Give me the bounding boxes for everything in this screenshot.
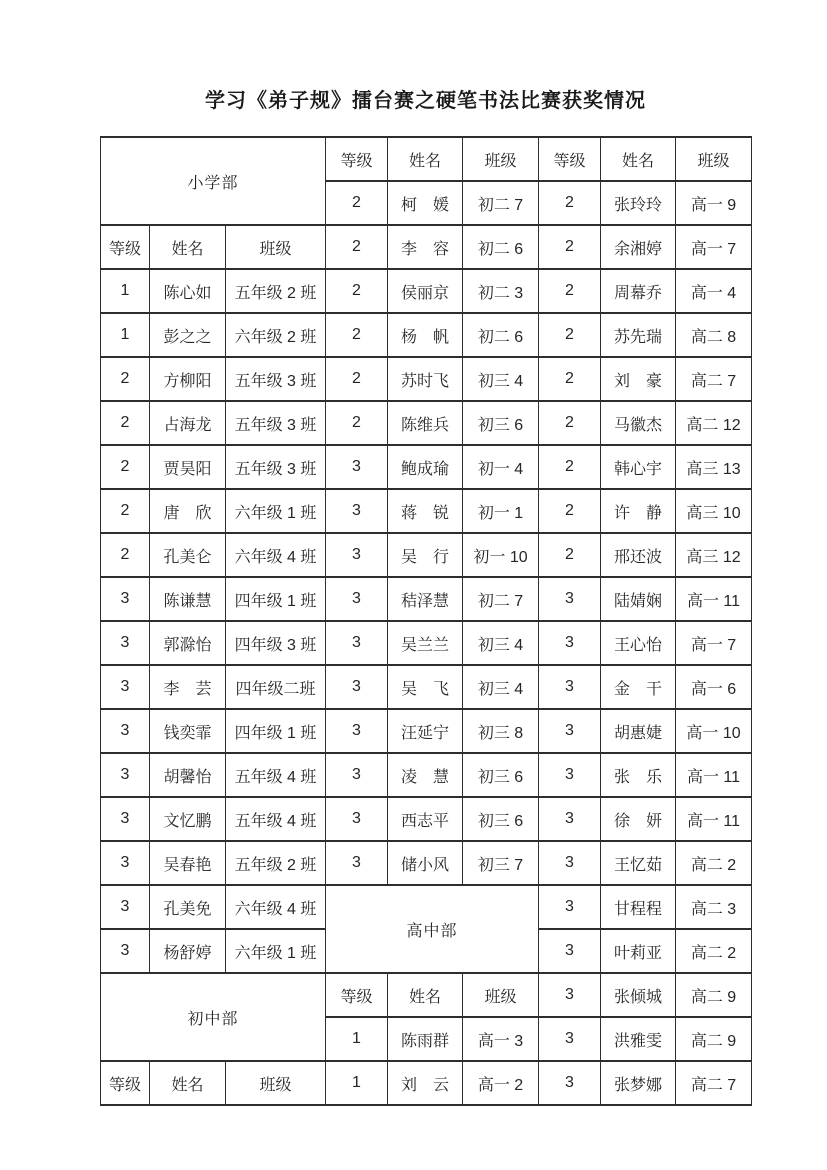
rank-cell: 2 — [539, 225, 601, 269]
rank-cell: 2 — [539, 313, 601, 357]
class-cell: 四年级 3 班 — [226, 621, 326, 665]
class-cell: 六年级 2 班 — [226, 313, 326, 357]
student-name-cell: 张倾城 — [601, 973, 676, 1017]
class-cell: 四年级 1 班 — [226, 577, 326, 621]
student-name-cell: 凌 慧 — [388, 753, 463, 797]
student-name-cell: 李 容 — [388, 225, 463, 269]
rank-cell: 3 — [101, 753, 150, 797]
student-name-cell: 余湘婷 — [601, 225, 676, 269]
class-cell: 高二 9 — [676, 973, 752, 1017]
student-name-cell: 刘 豪 — [601, 357, 676, 401]
rank-cell: 2 — [326, 401, 388, 445]
table-row — [101, 445, 752, 489]
class-cell: 高三 13 — [676, 445, 752, 489]
class-cell: 初三 6 — [463, 401, 539, 445]
class-cell: 六年级 4 班 — [226, 885, 326, 929]
rank-cell: 3 — [539, 753, 601, 797]
class-cell: 初二 6 — [463, 313, 539, 357]
class-cell: 五年级 3 班 — [226, 357, 326, 401]
table-row — [101, 225, 752, 269]
student-name-cell: 金 干 — [601, 665, 676, 709]
class-cell: 五年级 4 班 — [226, 797, 326, 841]
class-cell: 初三 4 — [463, 665, 539, 709]
class-cell: 六年级 1 班 — [226, 929, 326, 973]
student-name-cell: 吴春艳 — [150, 841, 226, 885]
rank-cell: 3 — [326, 797, 388, 841]
rank-cell: 3 — [539, 797, 601, 841]
table-row — [101, 973, 752, 1017]
rank-cell: 1 — [101, 313, 150, 357]
class-cell: 高二 3 — [676, 885, 752, 929]
class-cell: 高一 7 — [676, 225, 752, 269]
student-name-cell: 邢还波 — [601, 533, 676, 577]
student-name-cell: 吴兰兰 — [388, 621, 463, 665]
table-row — [101, 533, 752, 577]
rank-cell: 3 — [539, 929, 601, 973]
column-header-cell: 班级 — [226, 1061, 326, 1105]
rank-cell: 2 — [539, 401, 601, 445]
rank-cell: 3 — [101, 885, 150, 929]
class-cell: 高三 12 — [676, 533, 752, 577]
rank-cell: 3 — [539, 1061, 601, 1105]
rank-cell: 3 — [539, 621, 601, 665]
table-row — [101, 313, 752, 357]
page-title: 学习《弟子规》擂台赛之硬笔书法比赛获奖情况 — [205, 90, 646, 112]
rank-cell: 2 — [326, 181, 388, 225]
column-header-cell: 等级 — [101, 225, 150, 269]
student-name-cell: 杨 帆 — [388, 313, 463, 357]
table-row — [101, 489, 752, 533]
class-cell: 高二 2 — [676, 929, 752, 973]
class-cell: 高二 7 — [676, 357, 752, 401]
class-cell: 高一 7 — [676, 621, 752, 665]
rank-cell: 2 — [326, 313, 388, 357]
rank-cell: 3 — [326, 621, 388, 665]
student-name-cell: 占海龙 — [150, 401, 226, 445]
rank-cell: 3 — [326, 753, 388, 797]
class-cell: 初二 7 — [463, 577, 539, 621]
student-name-cell: 贾昊阳 — [150, 445, 226, 489]
table-row — [101, 357, 752, 401]
class-cell: 四年级二班 — [226, 665, 326, 709]
rank-cell: 3 — [539, 665, 601, 709]
student-name-cell: 陆婧娴 — [601, 577, 676, 621]
class-cell: 初三 8 — [463, 709, 539, 753]
column-header-cell: 姓名 — [388, 973, 463, 1017]
table-row — [101, 269, 752, 313]
rank-cell: 3 — [326, 665, 388, 709]
class-cell: 高一 3 — [463, 1017, 539, 1061]
rank-cell: 3 — [326, 489, 388, 533]
class-cell: 高二 7 — [676, 1061, 752, 1105]
table-row — [101, 665, 752, 709]
rank-cell: 1 — [326, 1061, 388, 1105]
class-cell: 高二 9 — [676, 1017, 752, 1061]
student-name-cell: 方柳阳 — [150, 357, 226, 401]
student-name-cell: 鲍成瑜 — [388, 445, 463, 489]
student-name-cell: 唐 欣 — [150, 489, 226, 533]
section-label-cell: 高中部 — [326, 885, 539, 973]
student-name-cell: 张玲玲 — [601, 181, 676, 225]
table-row — [101, 577, 752, 621]
awards-table — [100, 136, 752, 1106]
table-row — [101, 621, 752, 665]
student-name-cell: 马徽杰 — [601, 401, 676, 445]
student-name-cell: 钱奕霏 — [150, 709, 226, 753]
class-cell: 初三 7 — [463, 841, 539, 885]
class-cell: 五年级 3 班 — [226, 401, 326, 445]
student-name-cell: 陈维兵 — [388, 401, 463, 445]
student-name-cell: 韩心宇 — [601, 445, 676, 489]
column-header-cell: 等级 — [326, 973, 388, 1017]
student-name-cell: 叶莉亚 — [601, 929, 676, 973]
rank-cell: 2 — [326, 357, 388, 401]
column-header-cell: 等级 — [539, 137, 601, 181]
class-cell: 高三 10 — [676, 489, 752, 533]
class-cell: 高二 8 — [676, 313, 752, 357]
student-name-cell: 陈心如 — [150, 269, 226, 313]
rank-cell: 3 — [539, 709, 601, 753]
table-row — [101, 1061, 752, 1105]
column-header-cell: 班级 — [676, 137, 752, 181]
rank-cell: 3 — [101, 621, 150, 665]
class-cell: 初二 3 — [463, 269, 539, 313]
rank-cell: 1 — [101, 269, 150, 313]
rank-cell: 1 — [326, 1017, 388, 1061]
column-header-cell: 班级 — [463, 973, 539, 1017]
class-cell: 高二 12 — [676, 401, 752, 445]
rank-cell: 2 — [539, 533, 601, 577]
class-cell: 初一 1 — [463, 489, 539, 533]
rank-cell: 3 — [326, 445, 388, 489]
column-header-cell: 姓名 — [388, 137, 463, 181]
class-cell: 初三 4 — [463, 621, 539, 665]
student-name-cell: 陈谦慧 — [150, 577, 226, 621]
rank-cell: 3 — [326, 533, 388, 577]
table-row — [101, 709, 752, 753]
student-name-cell: 胡馨怡 — [150, 753, 226, 797]
rank-cell: 2 — [101, 489, 150, 533]
student-name-cell: 苏先瑞 — [601, 313, 676, 357]
rank-cell: 3 — [101, 797, 150, 841]
class-cell: 五年级 4 班 — [226, 753, 326, 797]
student-name-cell: 苏时飞 — [388, 357, 463, 401]
student-name-cell: 汪延宁 — [388, 709, 463, 753]
rank-cell: 3 — [539, 1017, 601, 1061]
student-name-cell: 许 静 — [601, 489, 676, 533]
student-name-cell: 徐 妍 — [601, 797, 676, 841]
student-name-cell: 刘 云 — [388, 1061, 463, 1105]
student-name-cell: 张 乐 — [601, 753, 676, 797]
class-cell: 五年级 2 班 — [226, 269, 326, 313]
rank-cell: 3 — [326, 709, 388, 753]
rank-cell: 2 — [539, 357, 601, 401]
student-name-cell: 王忆茹 — [601, 841, 676, 885]
class-cell: 高一 9 — [676, 181, 752, 225]
student-name-cell: 张梦娜 — [601, 1061, 676, 1105]
class-cell: 五年级 2 班 — [226, 841, 326, 885]
section-label-cell: 小学部 — [101, 137, 326, 225]
column-header-cell: 等级 — [326, 137, 388, 181]
rank-cell: 3 — [326, 577, 388, 621]
column-header-cell: 姓名 — [601, 137, 676, 181]
rank-cell: 2 — [539, 489, 601, 533]
table-row — [101, 797, 752, 841]
rank-cell: 3 — [539, 841, 601, 885]
student-name-cell: 秸泽慧 — [388, 577, 463, 621]
class-cell: 初三 4 — [463, 357, 539, 401]
student-name-cell: 吴 飞 — [388, 665, 463, 709]
class-cell: 初一 10 — [463, 533, 539, 577]
student-name-cell: 孔美仑 — [150, 533, 226, 577]
class-cell: 高一 2 — [463, 1061, 539, 1105]
table-row — [101, 841, 752, 885]
table-row — [101, 885, 752, 929]
column-header-cell: 姓名 — [150, 225, 226, 269]
table-row — [101, 753, 752, 797]
student-name-cell: 杨舒婷 — [150, 929, 226, 973]
rank-cell: 3 — [326, 841, 388, 885]
rank-cell: 2 — [326, 269, 388, 313]
rank-cell: 3 — [539, 577, 601, 621]
student-name-cell: 蒋 锐 — [388, 489, 463, 533]
class-cell: 六年级 1 班 — [226, 489, 326, 533]
class-cell: 初二 6 — [463, 225, 539, 269]
student-name-cell: 王心怡 — [601, 621, 676, 665]
rank-cell: 2 — [101, 445, 150, 489]
class-cell: 高二 2 — [676, 841, 752, 885]
student-name-cell: 周幕乔 — [601, 269, 676, 313]
student-name-cell: 胡惠婕 — [601, 709, 676, 753]
student-name-cell: 甘程程 — [601, 885, 676, 929]
class-cell: 高一 6 — [676, 665, 752, 709]
rank-cell: 2 — [539, 269, 601, 313]
column-header-cell: 等级 — [101, 1061, 150, 1105]
student-name-cell: 柯 媛 — [388, 181, 463, 225]
rank-cell: 2 — [101, 357, 150, 401]
section-label-cell: 初中部 — [101, 973, 326, 1061]
rank-cell: 3 — [101, 577, 150, 621]
rank-cell: 2 — [539, 445, 601, 489]
student-name-cell: 侯丽京 — [388, 269, 463, 313]
class-cell: 初二 7 — [463, 181, 539, 225]
class-cell: 初三 6 — [463, 797, 539, 841]
rank-cell: 2 — [539, 181, 601, 225]
rank-cell: 3 — [101, 709, 150, 753]
student-name-cell: 西志平 — [388, 797, 463, 841]
table-row — [101, 401, 752, 445]
column-header-cell: 班级 — [463, 137, 539, 181]
rank-cell: 2 — [101, 401, 150, 445]
rank-cell: 3 — [101, 665, 150, 709]
column-header-cell: 班级 — [226, 225, 326, 269]
student-name-cell: 吴 行 — [388, 533, 463, 577]
rank-cell: 3 — [539, 885, 601, 929]
class-cell: 高一 11 — [676, 577, 752, 621]
class-cell: 初三 6 — [463, 753, 539, 797]
rank-cell: 3 — [101, 841, 150, 885]
class-cell: 四年级 1 班 — [226, 709, 326, 753]
class-cell: 高一 11 — [676, 797, 752, 841]
student-name-cell: 郭滁怡 — [150, 621, 226, 665]
student-name-cell: 储小风 — [388, 841, 463, 885]
class-cell: 六年级 4 班 — [226, 533, 326, 577]
class-cell: 五年级 3 班 — [226, 445, 326, 489]
table-row — [101, 137, 752, 181]
student-name-cell: 洪雅雯 — [601, 1017, 676, 1061]
student-name-cell: 李 芸 — [150, 665, 226, 709]
class-cell: 初一 4 — [463, 445, 539, 489]
class-cell: 高一 4 — [676, 269, 752, 313]
class-cell: 高一 11 — [676, 753, 752, 797]
class-cell: 高一 10 — [676, 709, 752, 753]
student-name-cell: 彭之之 — [150, 313, 226, 357]
student-name-cell: 陈雨群 — [388, 1017, 463, 1061]
student-name-cell: 文忆鹏 — [150, 797, 226, 841]
column-header-cell: 姓名 — [150, 1061, 226, 1105]
rank-cell: 3 — [101, 929, 150, 973]
rank-cell: 2 — [101, 533, 150, 577]
rank-cell: 2 — [326, 225, 388, 269]
student-name-cell: 孔美免 — [150, 885, 226, 929]
rank-cell: 3 — [539, 973, 601, 1017]
